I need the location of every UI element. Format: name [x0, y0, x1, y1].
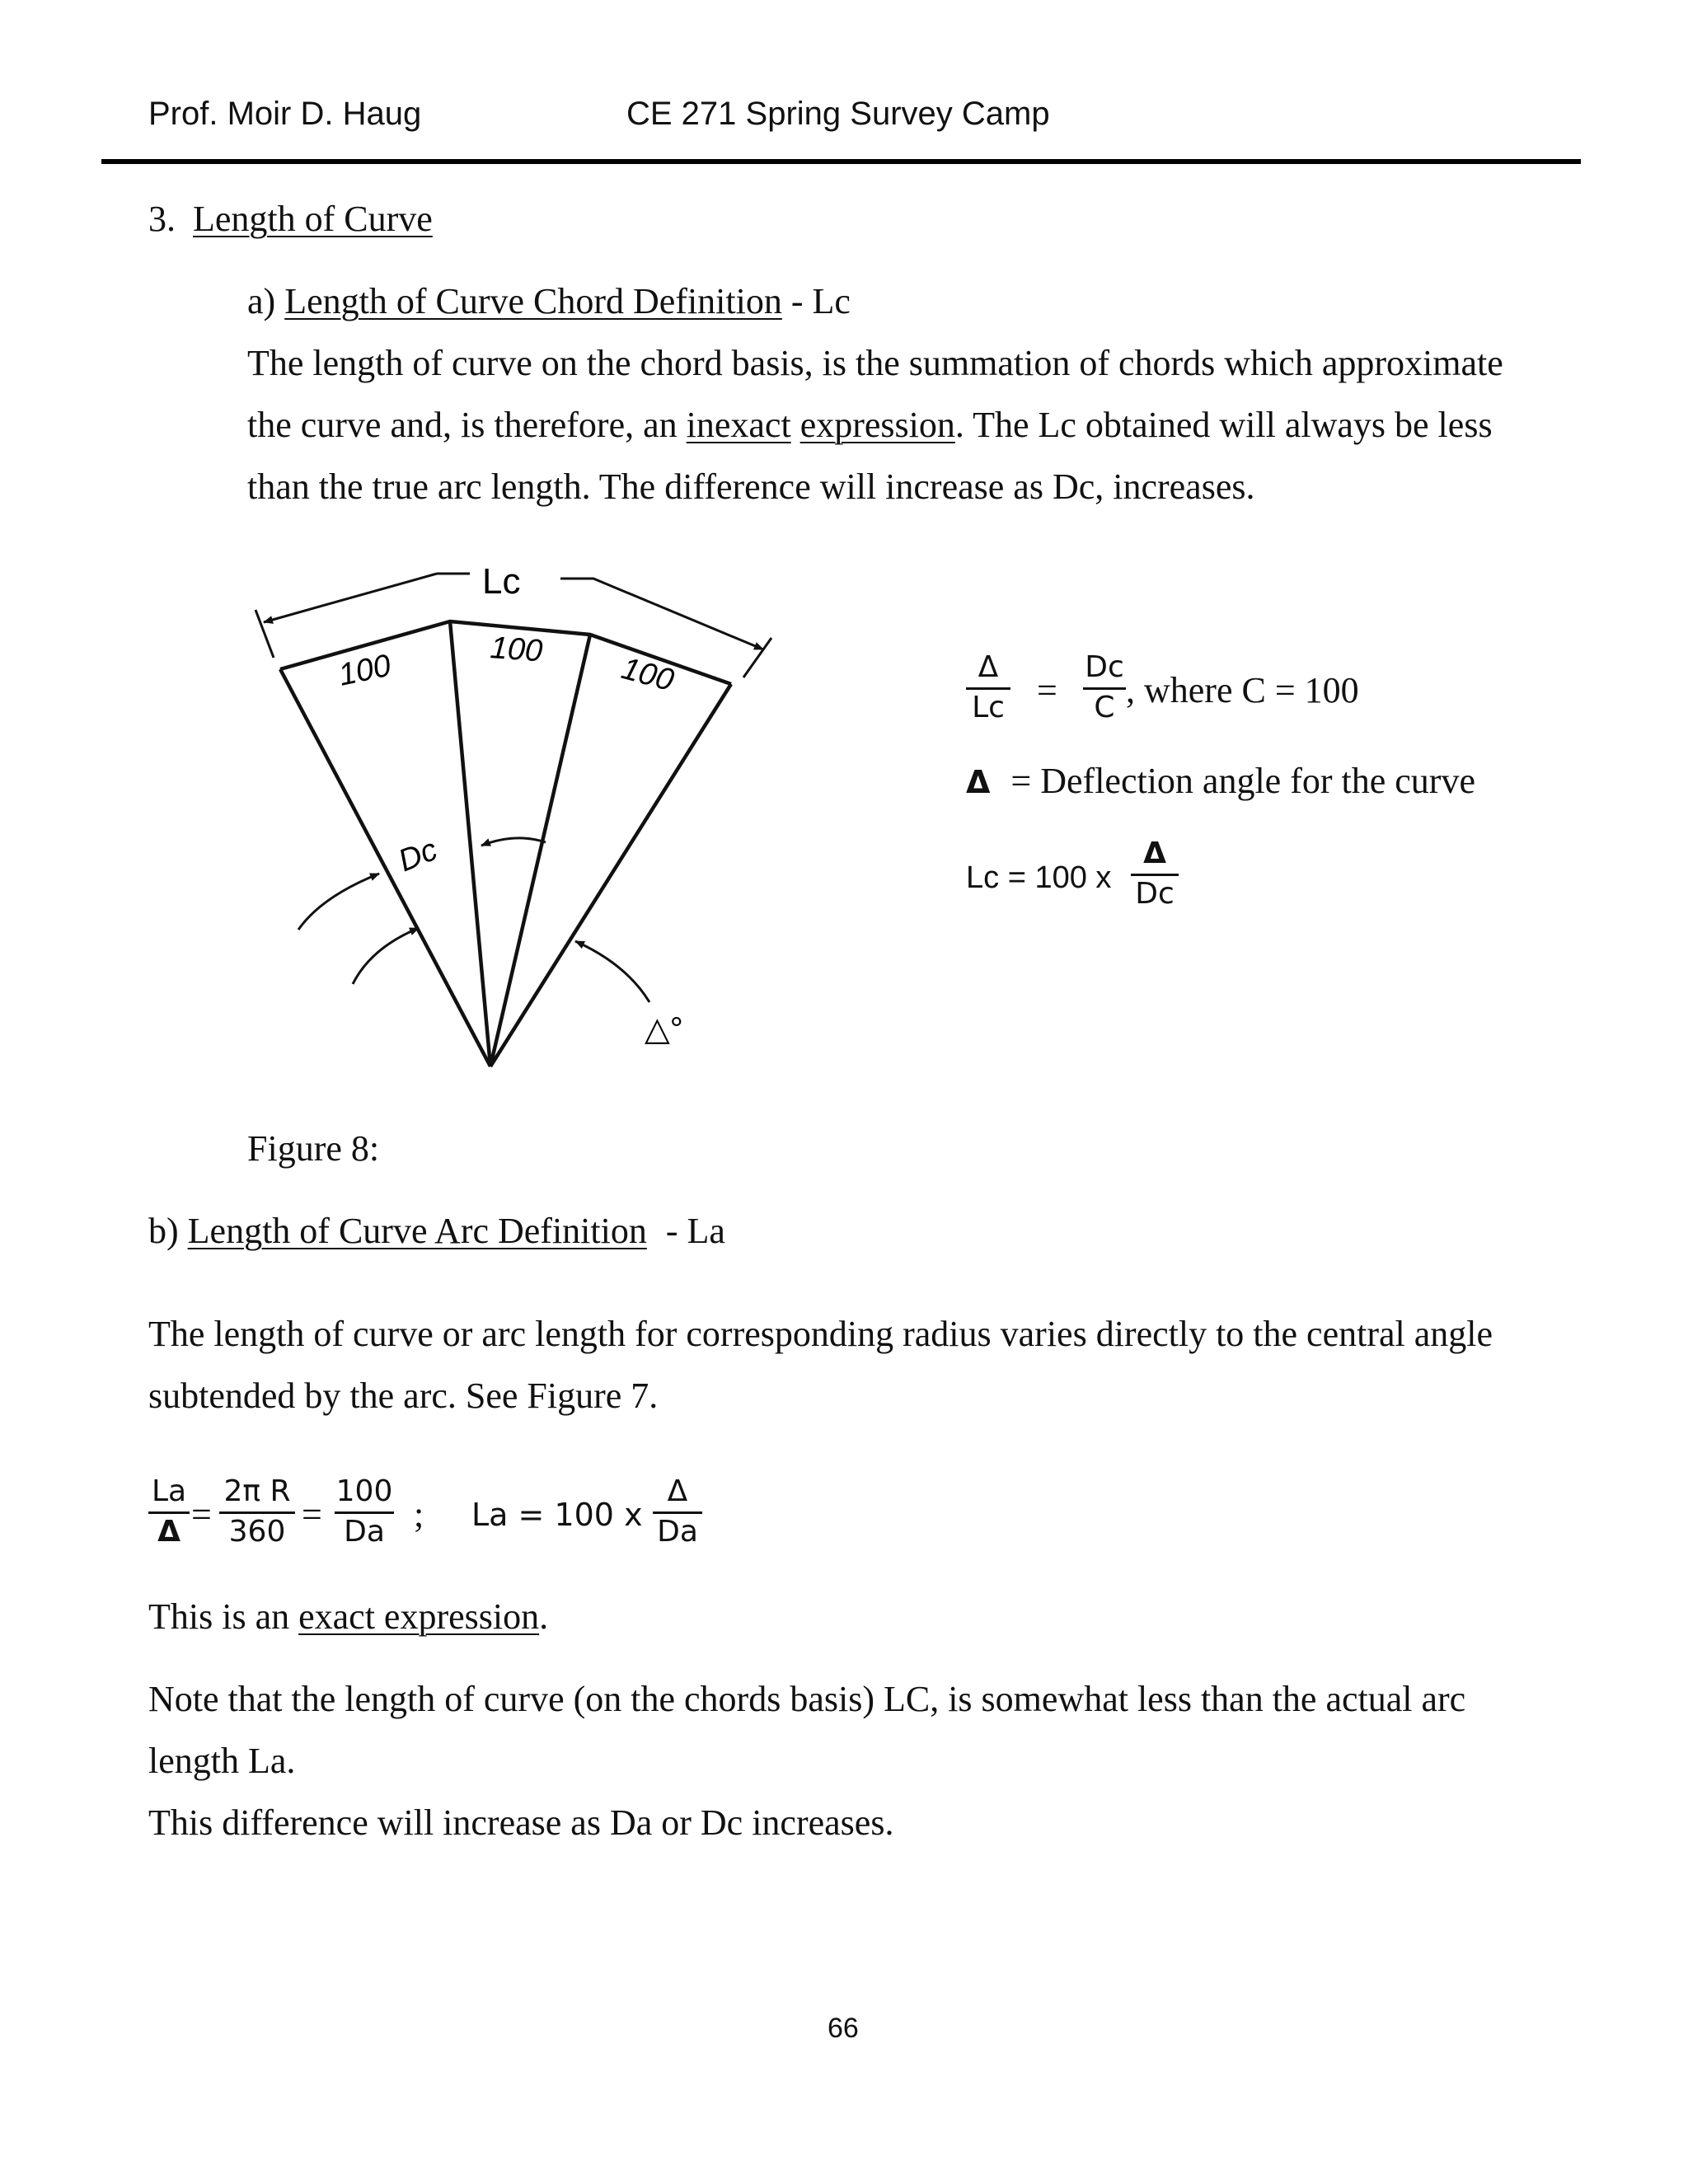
extension-tick-left	[256, 610, 274, 658]
delta-definition-symbol: Δ	[966, 764, 991, 800]
lc-equation-den: Dc	[1135, 876, 1175, 911]
part-a-line2	[247, 394, 1493, 456]
header-course: CE 271 Spring Survey Camp	[626, 96, 1050, 132]
formula-b-bar-2	[219, 1511, 295, 1514]
lc-equation-prefix: Lc = 100 x	[966, 860, 1112, 895]
dc-label: Dc	[393, 832, 443, 879]
formula-a-frac-delta-lc	[966, 651, 1010, 724]
part-a-suffix: - Lc	[790, 281, 851, 321]
part-b-line2: subtended by the arc. See Figure 7.	[148, 1376, 659, 1416]
formula-b-f1-den: Δ	[157, 1514, 181, 1549]
delta-definition-text: = Deflection angle for the curve	[1010, 761, 1475, 801]
section-title: Length of Curve	[193, 199, 433, 239]
formula-a-delta: Δ	[978, 650, 999, 684]
section-heading	[148, 188, 433, 250]
part-a-line1: The length of curve on the chord basis, is the summation of chords which approximate	[247, 343, 1503, 383]
formula-a-c: C	[1094, 690, 1115, 724]
part-a-line2-start: the curve and, is therefore, an	[247, 405, 678, 445]
formula-b-frac-1	[148, 1475, 190, 1548]
formula-a-equals: =	[1037, 670, 1057, 710]
formula-b-frac-4	[653, 1475, 702, 1548]
chord-label-3: 100	[617, 651, 678, 699]
lc-equation-num: Δ	[1143, 837, 1166, 870]
formula-a-bar-2	[1083, 687, 1126, 690]
part-a-line3: than the true arc length. The difference will increase as Dc, increases.	[247, 466, 1255, 507]
formula-a-where: , where C = 100	[1126, 670, 1359, 710]
delta-label: △°	[645, 1011, 683, 1047]
formula-b-eq2: =	[302, 1494, 322, 1535]
formula-b-bar-1	[148, 1511, 190, 1514]
formula-b-f4-num: Δ	[667, 1474, 688, 1508]
dc-arrow-left-1	[298, 874, 379, 930]
part-a-title: Length of Curve Chord Definition	[284, 281, 782, 321]
chord-label-2: 100	[489, 630, 544, 669]
formula-b-bar-3	[335, 1511, 394, 1514]
chord-label-1: 100	[335, 648, 394, 693]
part-a-inexact: inexact	[686, 405, 791, 445]
formula-b-eq1: =	[191, 1494, 212, 1535]
formula-a-frac-dc-c	[1083, 651, 1126, 724]
figure-8-diagram	[239, 552, 799, 1088]
note-line1: Note that the length of curve (on the chords basis) LC, is somewhat less than the actual arc	[148, 1679, 1466, 1719]
note-line2: length La.	[148, 1741, 296, 1781]
part-b-line1: The length of curve or arc length for corresponding radius varies directly to the central angle	[148, 1314, 1493, 1354]
exact-start: This is an	[148, 1596, 290, 1637]
formula-b-semicolon: ;	[414, 1494, 424, 1535]
part-a-expression: expression	[799, 405, 955, 445]
dc-arrow-left-2	[353, 928, 419, 984]
part-a-line2-end: . The Lc obtained will always be less	[954, 405, 1493, 445]
part-b-suffix: - La	[665, 1211, 725, 1251]
part-b-heading	[148, 1200, 725, 1262]
part-b-label: b)	[148, 1211, 179, 1251]
formula-b-frac-2	[219, 1475, 295, 1548]
formula-b-frac-3	[335, 1475, 394, 1548]
lc-equation-frac	[1131, 837, 1179, 910]
header-author: Prof. Moir D. Haug	[148, 96, 422, 132]
formula-a-bar-1	[966, 687, 1010, 690]
delta-definition	[966, 760, 1475, 802]
formula-b-f3-den: Da	[344, 1514, 385, 1549]
dc-arrow-right	[481, 838, 546, 846]
note-line3: This difference will increase as Da or Dc increases.	[148, 1802, 894, 1843]
formula-b-bar-4	[653, 1511, 702, 1514]
part-b-title: Length of Curve Arc Definition	[187, 1211, 647, 1251]
formula-b-f2-den: 360	[228, 1514, 286, 1549]
lc-arrow-left	[264, 574, 437, 622]
lc-label: Lc	[482, 561, 521, 602]
page-number: 66	[828, 2013, 859, 2044]
section-number: 3.	[148, 199, 176, 239]
lc-equation-bar	[1131, 874, 1179, 876]
radial-line-3	[490, 635, 590, 1066]
formula-b-f1-num: La	[151, 1474, 187, 1508]
delta-arrow	[575, 941, 649, 1002]
formula-a-lc: Lc	[972, 690, 1005, 724]
exact-underlined: exact expression	[298, 1596, 540, 1637]
radial-line-4	[490, 684, 731, 1066]
header-rule	[101, 159, 1581, 164]
part-a-heading	[247, 270, 851, 332]
formula-b-f2-num: 2π R	[223, 1474, 291, 1508]
formula-b-la-eq: La = 100 x	[471, 1497, 643, 1533]
part-a-label: a)	[247, 281, 276, 321]
exact-expression-line	[148, 1586, 548, 1647]
figure-caption: Figure 8:	[247, 1128, 380, 1169]
formula-b-f4-den: Da	[657, 1514, 698, 1549]
formula-b-f3-num: 100	[335, 1474, 393, 1508]
exact-end: .	[539, 1596, 549, 1637]
formula-a-dc: Dc	[1085, 650, 1124, 684]
